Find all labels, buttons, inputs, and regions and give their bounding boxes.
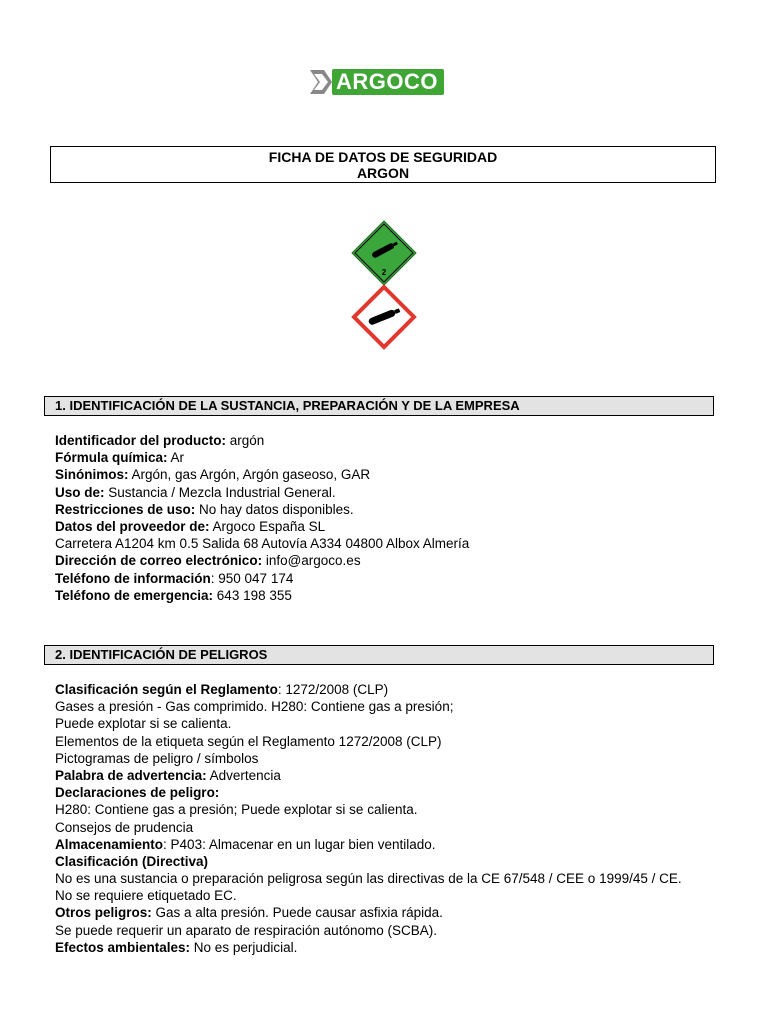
ghs04-gas-cylinder-pictogram bbox=[351, 284, 417, 350]
info-line: Clasificación (Directiva) bbox=[55, 853, 209, 869]
info-line: Declaraciones de peligro: bbox=[55, 785, 220, 801]
info-line: Identificador del producto: argón bbox=[55, 433, 265, 448]
info-line: Datos del proveedor de: Argoco España SL bbox=[55, 518, 326, 534]
info-line: Almacenamiento: P403: Almacenar en un lugar bien ventilado. bbox=[55, 836, 436, 852]
info-line: No se requiere etiquetado EC. bbox=[55, 888, 237, 904]
info-line: Sinónimos: Argón, gas Argón, Argón gaseoso, GAR bbox=[55, 467, 371, 483]
info-line: Fórmula química: Ar bbox=[55, 450, 185, 466]
section-1-body bbox=[55, 432, 755, 604]
section-2-heading: 2. IDENTIFICACIÓN DE PELIGROS bbox=[44, 645, 714, 665]
info-line: Clasificación según el Reglamento: 1272/2008 (CLP) bbox=[55, 682, 389, 697]
document-title bbox=[50, 146, 716, 183]
section-2-body bbox=[55, 681, 755, 956]
info-line: Pictogramas de peligro / símbolos bbox=[55, 750, 259, 766]
title-line-2: ARGON bbox=[356, 165, 410, 181]
info-line: Restricciones de uso: No hay datos disponibles. bbox=[55, 501, 354, 517]
info-line: Uso de: Sustancia / Mezcla Industrial General. bbox=[55, 484, 336, 500]
info-line: Teléfono de emergencia: 643 198 355 bbox=[55, 587, 292, 603]
info-line: Otros peligros: Gas a alta presión. Puede causar asfixia rápida. bbox=[55, 905, 443, 921]
logo-chevron-icon bbox=[310, 68, 332, 96]
section-1-heading: 1. IDENTIFICACIÓN DE LA SUSTANCIA, PREPARACIÓN Y DE LA EMPRESA bbox=[44, 396, 714, 416]
title-line-1: FICHA DE DATOS DE SEGURIDAD bbox=[268, 149, 498, 165]
info-line: Puede explotar si se calienta. bbox=[55, 716, 232, 732]
info-line: Dirección de correo electrónico: info@argoco.es bbox=[55, 553, 361, 569]
info-line: Gases a presión - Gas comprimido. H280: Contiene gas a presión; bbox=[55, 699, 454, 715]
argoco-logo bbox=[310, 68, 452, 96]
info-line: Carretera A1204 km 0.5 Salida 68 Autovía A334 04800 Albox Almería bbox=[55, 536, 470, 552]
info-line: No es una sustancia o preparación peligrosa según las directivas de la CE 67/548 / CEE o 1999/45 / CE. bbox=[55, 871, 682, 887]
info-line: Teléfono de información: 950 047 174 bbox=[55, 570, 294, 586]
adr-class-number: 2 bbox=[381, 268, 387, 277]
logo-text: ARGOCO bbox=[332, 69, 444, 95]
info-line: H280: Contiene gas a presión; Puede explotar si se calienta. bbox=[55, 802, 418, 818]
adr-non-flammable-gas-pictogram bbox=[351, 220, 417, 286]
info-line: Palabra de advertencia: Advertencia bbox=[55, 767, 281, 783]
info-line: Elementos de la etiqueta según el Reglamento 1272/2008 (CLP) bbox=[55, 733, 442, 749]
info-line: Se puede requerir un aparato de respiración autónomo (SCBA). bbox=[55, 922, 437, 938]
info-line: Efectos ambientales: No es perjudicial. bbox=[55, 939, 298, 955]
info-line: Consejos de prudencia bbox=[55, 819, 194, 835]
